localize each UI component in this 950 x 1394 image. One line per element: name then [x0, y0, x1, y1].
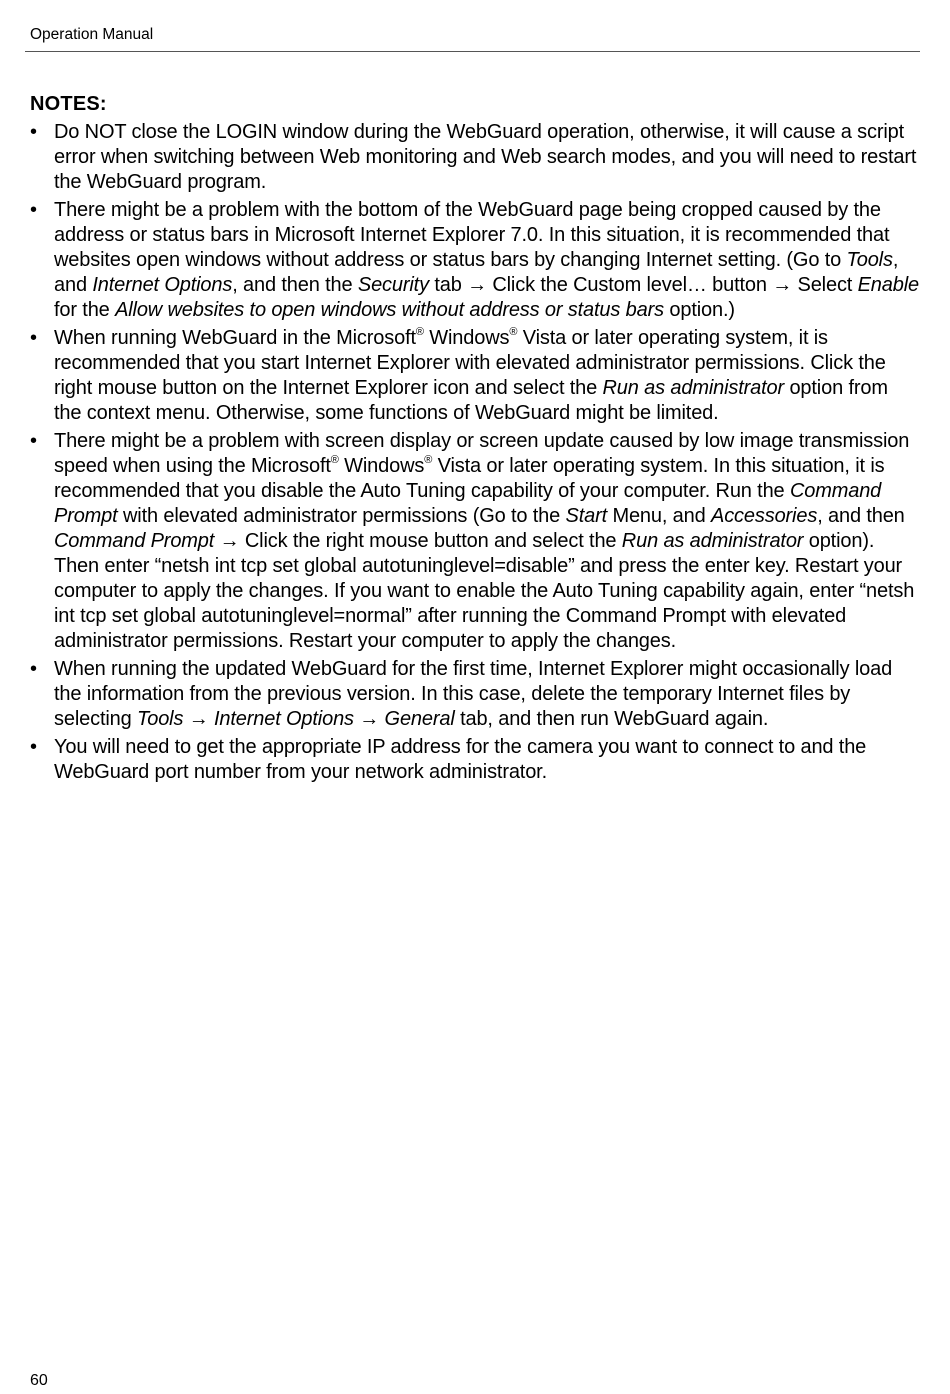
bullet-icon: •: [30, 658, 37, 680]
note-text: When running the updated WebGuard for the first time, Internet Explorer might occasionally load the information from the previous version. In this case, delete the temporary Internet files by selecting: [54, 658, 893, 730]
note-text: option from the context menu. Otherwise, some functions of WebGuard might be limited.: [54, 377, 888, 424]
note-text: , and then the: [232, 274, 358, 296]
registered-mark: ®: [330, 454, 339, 466]
note-text: with elevated administrator permissions (Go to the: [117, 505, 566, 527]
note-text: Run as administrator: [602, 377, 785, 399]
registered-mark: ®: [424, 454, 433, 466]
registered-mark: ®: [509, 326, 518, 338]
notes-list: [30, 120, 920, 788]
note-text: tab → Click the Custom level… button → Select: [428, 274, 858, 296]
note-text: Accessories: [711, 505, 818, 527]
note-item: [30, 120, 920, 195]
note-item: [30, 326, 920, 426]
note-item: [30, 735, 920, 785]
note-text: Tools: [846, 249, 893, 271]
note-text: , and then: [817, 505, 905, 527]
page-number: 60: [30, 1372, 48, 1389]
note-text: Command Prompt: [54, 530, 215, 552]
note-text: Windows: [423, 327, 510, 349]
bullet-icon: •: [30, 121, 37, 143]
note-text: Do NOT close the LOGIN window during the WebGuard operation, otherwise, it will cause a script error when switching between Web monitoring and Web search modes, and you will need to restart the WebGuard program.: [54, 121, 917, 193]
note-text: Enable: [857, 274, 919, 296]
note-text: You will need to get the appropriate IP address for the camera you want to connect to and the WebGuard port number from your network administrator.: [54, 736, 867, 783]
note-text: Windows: [338, 455, 425, 477]
note-text: There might be a problem with screen display or screen update caused by low image transmission speed when using the Microsoft: [54, 430, 910, 477]
note-text: Command Prompt: [54, 480, 882, 527]
note-text: When running WebGuard in the Microsoft: [54, 327, 416, 349]
note-text: Internet Options: [92, 274, 233, 296]
note-text: , and: [54, 249, 899, 296]
bullet-icon: •: [30, 199, 37, 221]
note-text: There might be a problem with the bottom of the WebGuard page being cropped caused by the address or status bars in Microsoft Internet Explorer 7.0. In this situation, it is recommended that websites open windows without address or status bars by changing Internet setting. (Go to: [54, 199, 890, 271]
header-divider: [25, 51, 920, 52]
note-text: Start: [565, 505, 608, 527]
note-text: option). Then enter “netsh int tcp set global autotuninglevel=disable” and press the enter key. Restart your computer to apply the changes. If you want to enable the Auto Tuning capability again, enter “netsh int tcp set global autotuninglevel=normal” after running the Command Prompt with elevated administrator permissions. Restart your computer to apply the changes.: [54, 530, 915, 652]
note-text: Security: [357, 274, 429, 296]
notes-heading: NOTES:: [30, 93, 107, 115]
note-text: Vista or later operating system, it is recommended that you start Internet Explorer with elevated administrator permissions. Click the right mouse button on the Internet Explorer icon and select the: [54, 327, 886, 399]
note-text: Vista or later operating system. In this situation, it is recommended that you disable the Auto Tuning capability of your computer. Run the: [54, 455, 885, 502]
page-header: Operation Manual: [30, 26, 154, 43]
registered-mark: ®: [415, 326, 424, 338]
note-item: [30, 198, 920, 323]
bullet-icon: •: [30, 736, 37, 758]
bullet-icon: •: [30, 327, 37, 349]
note-text: for the: [54, 299, 116, 321]
bullet-icon: •: [30, 430, 37, 452]
note-text: → Click the right mouse button and select the: [214, 530, 622, 552]
note-text: tab, and then run WebGuard again.: [454, 708, 769, 730]
note-item: [30, 429, 920, 654]
note-text: option.): [663, 299, 735, 321]
note-text: Menu, and: [607, 505, 712, 527]
note-item: [30, 657, 920, 732]
note-text: Run as administrator: [621, 530, 804, 552]
note-text: Allow websites to open windows without address or status bars: [115, 299, 664, 321]
note-text: Tools → Internet Options → General: [137, 708, 455, 730]
